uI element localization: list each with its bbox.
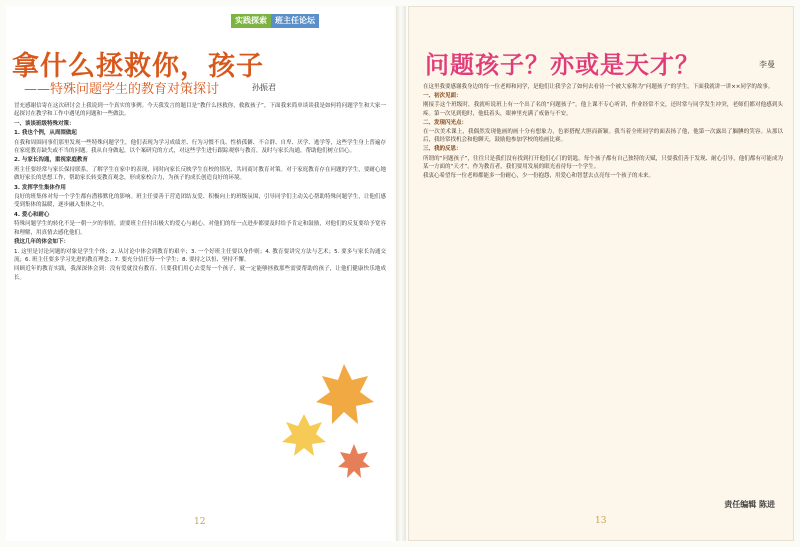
column-tag-primary: 实践探索 [231,14,271,28]
article-author: 孙振君 [252,83,276,92]
intro-paragraph: 冒充感谢信寄在这次研讨会上我说到一个真实的事例。今天我发言的题目是“教什么拯救你，救救孩子”，下面我来简单谈谈我是如何将问题学生和大家一起探讨在教学和工作中遇见的问题和一些做法。 [14,103,386,118]
summary-heading: 我这几年的体会如下： [14,239,70,246]
section-heading: 三、我的反思： [423,146,462,153]
editor-name: 陈进 [759,500,775,509]
body-paragraph: 班主任要经常与家长保持联系，了解学生在家中的表现，同时向家长反映学生在校的情况，共同商讨教育对策。对于家庭教育存在问题的学生，要耐心地做好家长的思想工作，帮助家长转变教育观念，形成家校合力，为孩子的成长创造良好的环境。 [14,166,386,182]
article-subtitle: ——特殊问题学生的教育对策探讨 [24,82,220,97]
leaf-red-icon [338,444,370,478]
subsection-heading: 1. 我也个例，从周围做起 [14,130,77,137]
autumn-leaves-decoration [274,344,384,484]
subsection-heading: 3. 发挥学生集体作用 [14,184,66,191]
body-paragraph: 刚接手这个班级时，我就听说班上有一个出了名的“问题孩子”。他上课不专心听讲，作业经常不交，还时常与同学发生冲突，老师们都对他感到头疼。第一次见到他时，他低着头，眼神里充满了戒备与不安。 [423,102,783,117]
leaf-yellow-icon [282,414,326,456]
body-paragraph: 在一次美术课上，我偶然发现他画的画十分有想象力，色彩搭配大胆而新颖。我当着全班同学的面表扬了他，他第一次露出了腼腆的笑容。从那以后，我经常找机会和他聊天，鼓励他参加学校的绘画比赛。 [423,129,783,144]
article-title: 拿什么拯救你，孩子 [12,51,264,82]
page-number: 13 [595,516,607,526]
closing-paragraph: 回顾近年的教育实践，我深深体会到：没有爱就没有教育。只要我们用心去爱每一个孩子，就一定能够拯救那些需要帮助的孩子，让他们健康快乐地成长。 [14,266,386,281]
subsection-heading: 4. 爱心和耐心 [14,211,50,218]
summary-points: 1. 这里是讨论问题的对象是学生个体；2. 从讨论中体会到教育的艰辛；3. 一个好班主任要以身作则；4. 教育要讲究方法与艺术；5. 要多与家长沟通交流；6. 班主任要多学习先进的教育理念；7. 要充分信任每一个学生；8. 要持之以恒、坚持不懈。 [14,248,386,263]
body-paragraph: 所谓的“问题孩子”，往往只是我们没有找到打开他们心门的钥匙。每个孩子都有自己独特的天赋，只要我们善于发现、耐心引导，他们都有可能成为某一方面的“天才”。作为教育者，我们要用发展的眼光看待每一个学生。 [423,155,783,170]
closing-paragraph: 我衷心希望每一位老师都能多一份耐心，少一份抱怨，用爱心和智慧去点亮每一个孩子的未来。 [423,173,655,180]
right-page [408,6,794,541]
intro-paragraph: 在这里我要感谢我身边的每一位老师和同学，是他们让我学会了如何去看待一个被大家称为“问题孩子”的学生。下面我就讲一讲××同学的故事。 [423,84,774,90]
section-heading: 二、发现闪光点： [423,119,468,126]
column-tag [231,14,319,28]
article-author: 李曼 [759,60,775,69]
page-number: 12 [194,517,206,527]
subsection-heading: 2. 与家长沟通，重视家庭教育 [14,157,88,164]
responsible-editor [724,499,775,510]
article-title: 问题孩子？亦或是天才？ [425,51,700,79]
spread-gutter [396,6,406,541]
article-body [423,83,783,181]
body-paragraph: 特殊问题学生的转化不是一朝一夕的事情，需要班主任付出极大的爱心与耐心。对他们的每一点进步都要及时给予肯定和鼓励，对他们的反复要给予宽容和理解，用真情去感化他们。 [14,221,386,236]
editor-label: 责任编辑 [724,500,757,509]
article-body [14,102,386,283]
section-heading: 一、初次见面： [423,93,462,100]
left-page [6,6,394,541]
body-paragraph: 良好的班集体对每一个学生都有潜移默化的影响。班主任要善于营造团结友爱、积极向上的班级氛围，引导同学们主动关心帮助特殊问题学生，让他们感受到集体的温暖，逐步融入集体之中。 [14,194,386,209]
column-tag-secondary: 班主任论坛 [271,14,319,28]
section-heading: 一、谈谈班级特殊对策： [14,120,75,127]
body-paragraph: 在我和周围同事们那里发现一些特殊问题学生，他们表现为学习成绩差、行为习惯不良、性格孤僻、不合群、自卑、厌学、逃学等，这些学生身上普遍存在家庭教育缺失或不当的问题。我从自身做起，以个案研究的方式，对这些学生进行跟踪观察与教育，及时与家长沟通，帮助他们树立信心。 [14,139,386,155]
leaf-orange-icon [316,364,374,424]
